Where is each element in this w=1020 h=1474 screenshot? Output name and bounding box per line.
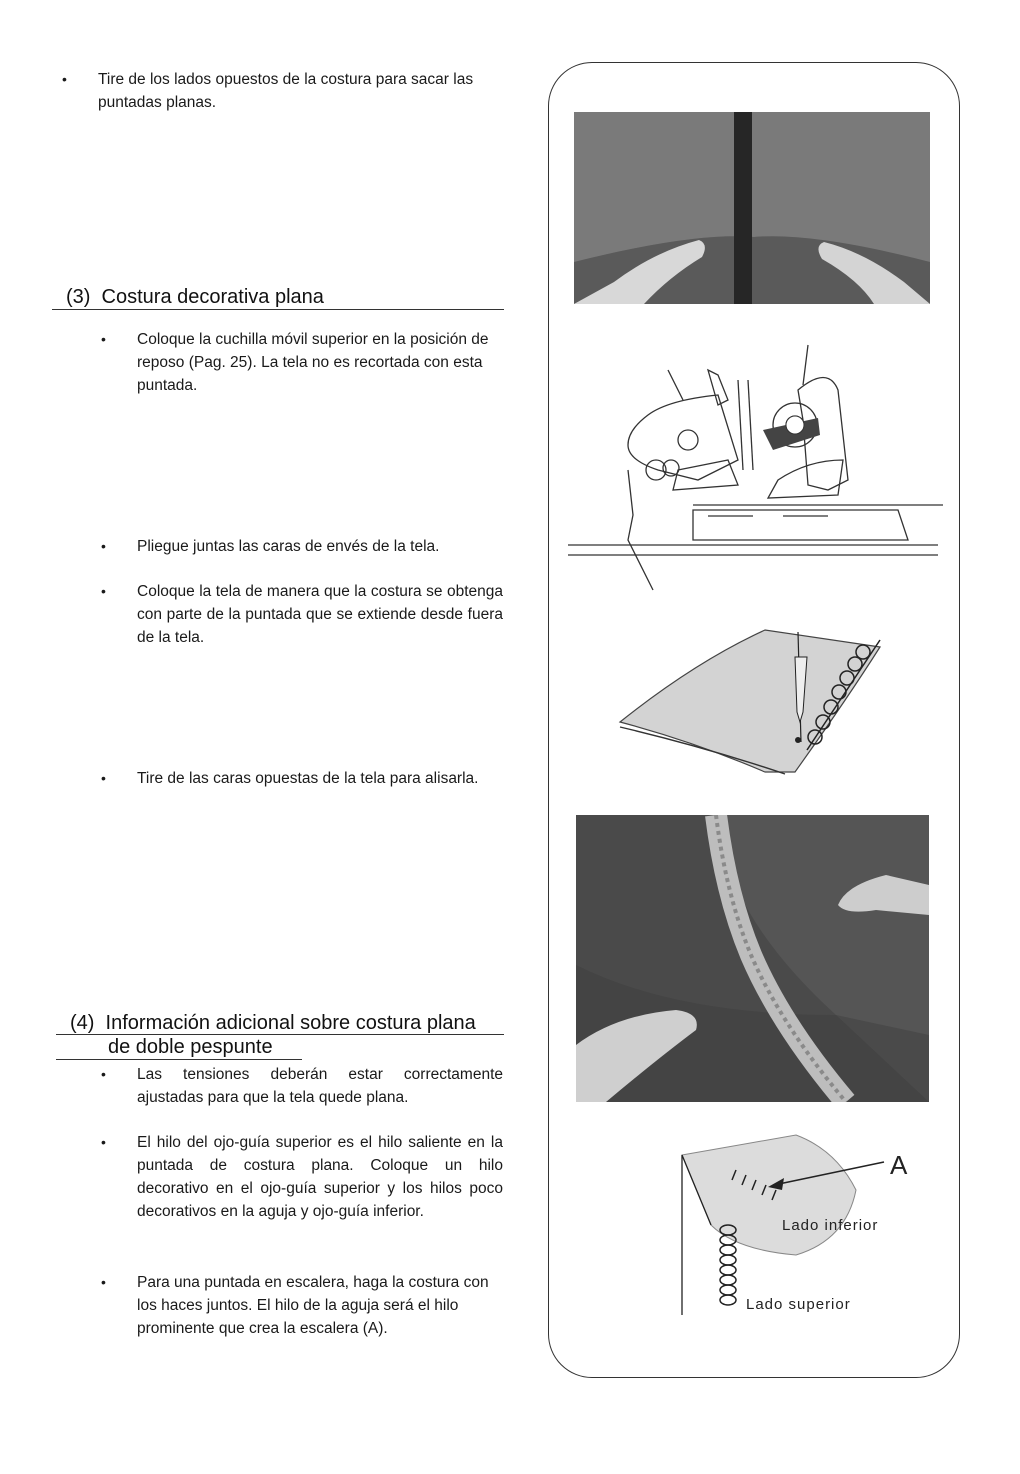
bullet-text: Las tensiones deberán estar correctamente ajustadas para que la tela quede plana.: [137, 1066, 503, 1106]
section-3-underline: [52, 309, 504, 310]
bullet-text: Tire de los lados opuestos de la costura para sacar las puntadas planas.: [98, 71, 474, 111]
bullet-smooth-fabric: [101, 767, 503, 790]
bullet-dot: •: [101, 583, 106, 599]
bullet-pull-seam: [62, 68, 503, 114]
bullet-text: Coloque la tela de manera que la costura se obtenga con parte de la puntada que se extiende desde fuera de la tela.: [137, 583, 503, 646]
folded-fabric-drawing-image: [615, 622, 900, 782]
bullet-text: Pliegue juntas las caras de envés de la tela.: [137, 538, 440, 555]
bullet-dot: •: [101, 1134, 106, 1150]
bullet-dot: •: [101, 770, 106, 786]
presser-foot-drawing: [568, 340, 948, 595]
bullet-text: El hilo del ojo-guía superior es el hilo saliente en la puntada de costura plana. Coloque un hilo decorativo en el ojo-guía superior y los hilos poco decorativos en la aguja y ojo-guía inferior.: [137, 1134, 503, 1220]
bullet-upper-looper-thread: [101, 1131, 503, 1223]
bullet-tensions: [101, 1063, 503, 1109]
photo-finished-seam: [576, 815, 929, 1102]
bullet-text: Tire de las caras opuestas de la tela para alisarla.: [137, 770, 479, 787]
bullet-text: Para una puntada en escalera, haga la costura con los haces juntos. El hilo de la aguja será el hilo prominente que crea la escalera (A).: [137, 1274, 489, 1337]
bullet-text: Coloque la cuchilla móvil superior en la posición de reposo (Pag. 25). La tela no es recortada con esta puntada.: [137, 331, 489, 394]
label-lower-side: Lado inferior: [782, 1217, 879, 1234]
section-4-heading: (4) Información adicional sobre costura plana: [70, 1012, 476, 1034]
bullet-ladder-stitch: [101, 1271, 503, 1340]
bullet-place-fabric: [101, 580, 503, 649]
bullet-dot: •: [101, 538, 106, 554]
bullet-fold-fabric: [101, 535, 503, 558]
label-a: A: [890, 1150, 908, 1180]
presser-foot-drawing-image: [568, 340, 948, 595]
bullet-dot: •: [101, 1274, 106, 1290]
section-3-heading: (3) Costura decorativa plana: [66, 286, 324, 308]
section-4-heading-line2: de doble pespunte: [108, 1036, 273, 1058]
label-upper-side: Lado superior: [746, 1296, 851, 1313]
bullet-dot: •: [62, 71, 67, 87]
photo-pull-seam: [574, 112, 930, 304]
photo-finished-seam-image: [576, 815, 929, 1102]
bullet-cutter-position: [101, 328, 503, 397]
photo-pull-seam-image: [574, 112, 930, 304]
section-4-underline-2: [56, 1059, 302, 1060]
folded-fabric-drawing: [615, 622, 900, 782]
bullet-dot: •: [101, 1066, 106, 1082]
bullet-dot: •: [101, 331, 106, 347]
